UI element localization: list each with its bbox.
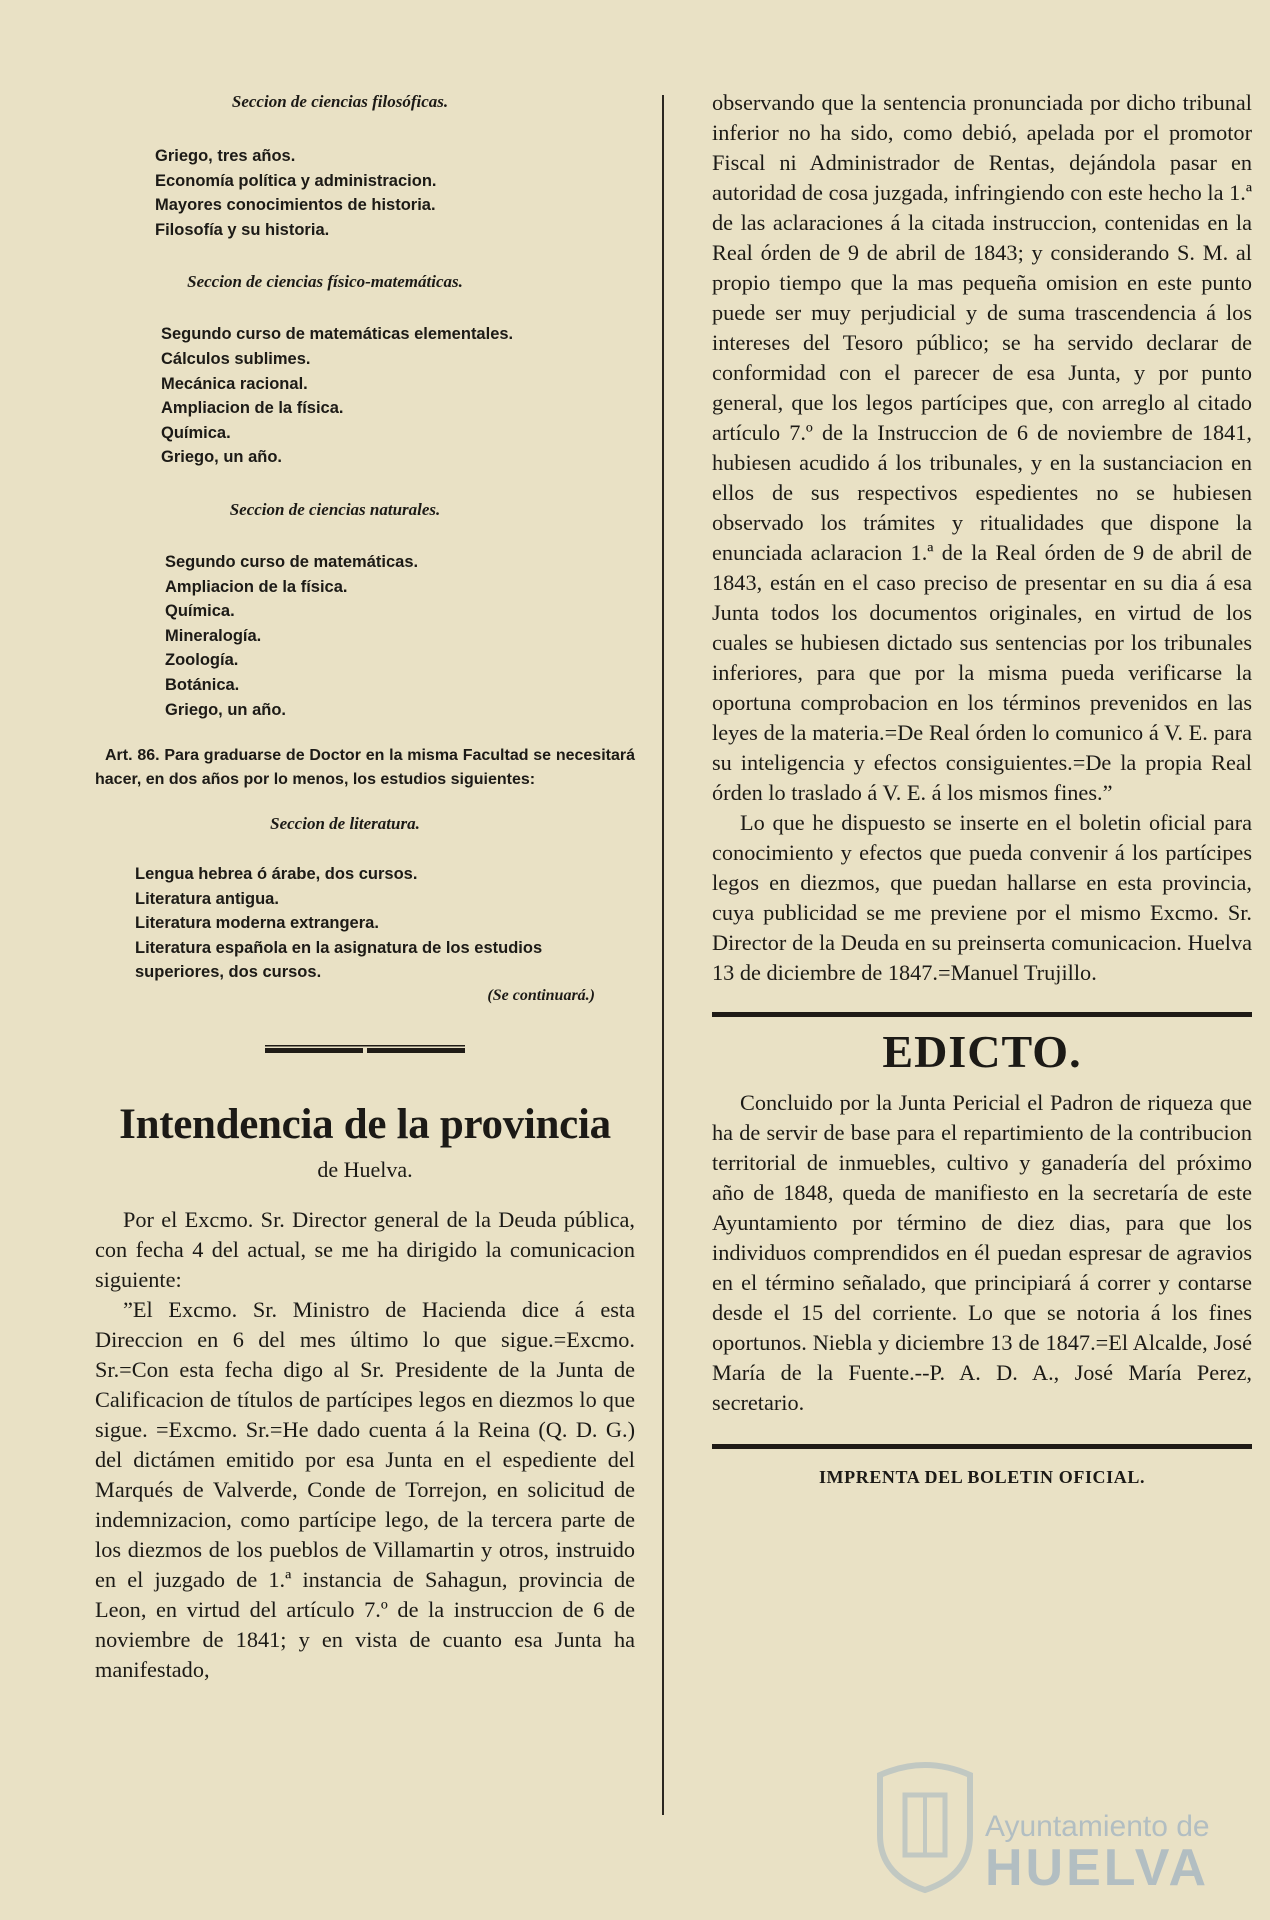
intendencia-title: Intendencia de la provincia [119, 1101, 611, 1149]
continued-note: (Se continuará.) [487, 987, 595, 1005]
list-item: Ampliacion de la física. [161, 399, 344, 418]
list-item: Literatura española en la asignatura de los estudios superiores, dos cursos. [135, 938, 543, 982]
list-item: Mecánica racional. [161, 374, 308, 393]
course-list-naturales [165, 550, 635, 722]
list-item: Segundo curso de matemáticas. [165, 552, 419, 571]
list-item: Ampliacion de la física. [165, 577, 348, 596]
intendencia-paragraph-1: Por el Excmo. Sr. Director general de la Deuda pública, con fecha 4 del actual, se me ha dirigido la comunicacion siguiente: [95, 1207, 635, 1293]
course-list-literatura [135, 862, 635, 985]
footer-rule [712, 1444, 1252, 1449]
list-item: Filosofía y su historia. [155, 220, 330, 239]
list-item: Química. [161, 423, 231, 442]
list-item: Mineralogía. [165, 626, 262, 645]
edicto-body: Concluido por la Junta Pericial el Padron de riqueza que ha de servir de base para el repartimiento de la contribucion territorial de inmuebles, cultivo y ganadería del próximo año de 1848, queda de manifiesto en la secretaría de este Ayuntamiento por término de diez dias, para que los individuos comprendidos en él puedan espresar de agravios en el término señalado, que principiará á correr y contarse desde el 15 del corriente. Lo que se notoria á los fines oportunos. Niebla y diciembre 13 de 1847.=El Alcalde, José María de la Fuente.--P. A. D. A., José María Perez, secretario. [712, 1090, 1252, 1415]
printer-imprint: IMPRENTA DEL BOLETIN OFICIAL. [818, 1467, 1146, 1487]
edicto-title: EDICTO. [882, 1026, 1082, 1077]
intendencia-closing: Lo que he dispuesto se inserte en el boletin oficial para conocimiento y efectos que pueda convenir á los partícipes legos en diezmos, que puedan hallarse en esta provincia, cuya publicidad se me previene por el mismo Excmo. Sr. Director de la Deuda en su preinserta comunicacion. Huelva 13 de diciembre de 1847.=Manuel Trujillo. [712, 810, 1252, 985]
list-item: Zoología. [165, 651, 239, 670]
column-divider [662, 95, 664, 1815]
list-item: Griego, un año. [165, 700, 287, 719]
ornament-divider [265, 1045, 465, 1055]
right-column [712, 92, 1252, 1488]
list-item: Literatura antigua. [135, 889, 279, 908]
section-rule [712, 1012, 1252, 1017]
article-86: Art. 86. Para graduarse de Doctor en la misma Facultad se necesitará hacer, en dos años por lo menos, los estudios siguientes: [95, 747, 635, 789]
course-list-fisico-matematicas [161, 322, 635, 470]
list-item: Economía política y administracion. [155, 171, 437, 190]
list-item: Segundo curso de matemáticas elementales. [161, 325, 514, 344]
list-item: Griego, un año. [161, 448, 283, 467]
huelva-crest-icon [870, 1755, 980, 1895]
list-item: Cálculos sublimes. [161, 349, 311, 368]
list-item: Química. [165, 602, 235, 621]
intendencia-subtitle: de Huelva. [317, 1157, 413, 1183]
list-item: Lengua hebrea ó árabe, dos cursos. [135, 865, 418, 884]
left-column [95, 92, 635, 1685]
list-item: Griego, tres años. [155, 147, 296, 165]
section-heading-literatura: Seccion de literatura. [270, 814, 420, 834]
list-item: Mayores conocimientos de historia. [155, 196, 436, 215]
section-heading-filosoficas: Seccion de ciencias filosóficas. [231, 92, 449, 111]
list-item: Botánica. [165, 675, 240, 694]
watermark-line-1: Ayuntamiento de [985, 1810, 1210, 1843]
section-heading-fisico-matematicas: Seccion de ciencias físico-matemáticas. [187, 272, 463, 292]
list-item: Literatura moderna extrangera. [135, 914, 379, 933]
watermark-line-2: HUELVA [985, 1839, 1210, 1897]
communication-continuation: observando que la sentencia pronunciada por dicho tribunal inferior no ha sido, como debió, apelada por el promotor Fiscal ni Administrador de Rentas, dejándola pasar en autoridad de cosa juzgada, infringiendo con este hecho la 1.ª de las aclaraciones á la citada instruccion, contenidas en la Real órden de 9 de abril de 1843; y considerando S. M. al propio tiempo que la mas pequeña omision en este punto puede ser muy perjudicial y de suma trascendencia á los intereses del Tesoro público; se ha servido declarar de conformidad con el parecer de esa Junta, y por punto general, que los legos partícipes que, con arreglo al citado artículo 7.º de la Instruccion de 6 de noviembre de 1841, hubiesen acudido á los tribunales, y en la sustanciacion en ellos de sus respectivos espedientes no se hubiesen observado los trámites y ritualidades que dispone la enunciada aclaracion 1.ª de la Real órden de 9 de abril de 1843, están en el caso preciso de presentar en su dia á esa Junta todos los documentos originales, en virtud de los cuales se hubiesen dictado sus sentencias por los tribunales inferiores, para que por la misma pueda verificarse la oportuna comprobacion en los términos prevenidos en las leyes de la materia.=De Real órden lo comunico á V. E. para su inteligencia y efectos consiguientes.=De la propia Real órden lo traslado á V. E. á los mismos fines.” [712, 90, 1252, 805]
course-list-filosoficas [155, 144, 635, 242]
intendencia-paragraph-2: ”El Excmo. Sr. Ministro de Hacienda dice á esta Direccion en 6 del mes último lo que sigue.=Excmo. Sr.=Con esta fecha digo al Sr. Presidente de la Junta de Calificacion de títulos de partícipes legos en diezmos lo que sigue. =Excmo. Sr.=He dado cuenta á la Reina (Q. D. G.) del dictámen emitido por esa Junta en el espediente del Marqués de Valverde, Conde de Torrejon, en solicitud de indemnizacion, como partícipe lego, de la tercera parte de los diezmos de los pueblos de Villamartin y otros, instruido en el juzgado de 1.ª instancia de Sahagun, provincia de Leon, en virtud del artículo 7.º de la instruccion de 6 de noviembre de 1841; y en vista de cuanto esa Junta ha manifestado, [95, 1297, 635, 1683]
section-heading-naturales: Seccion de ciencias naturales. [229, 499, 441, 519]
